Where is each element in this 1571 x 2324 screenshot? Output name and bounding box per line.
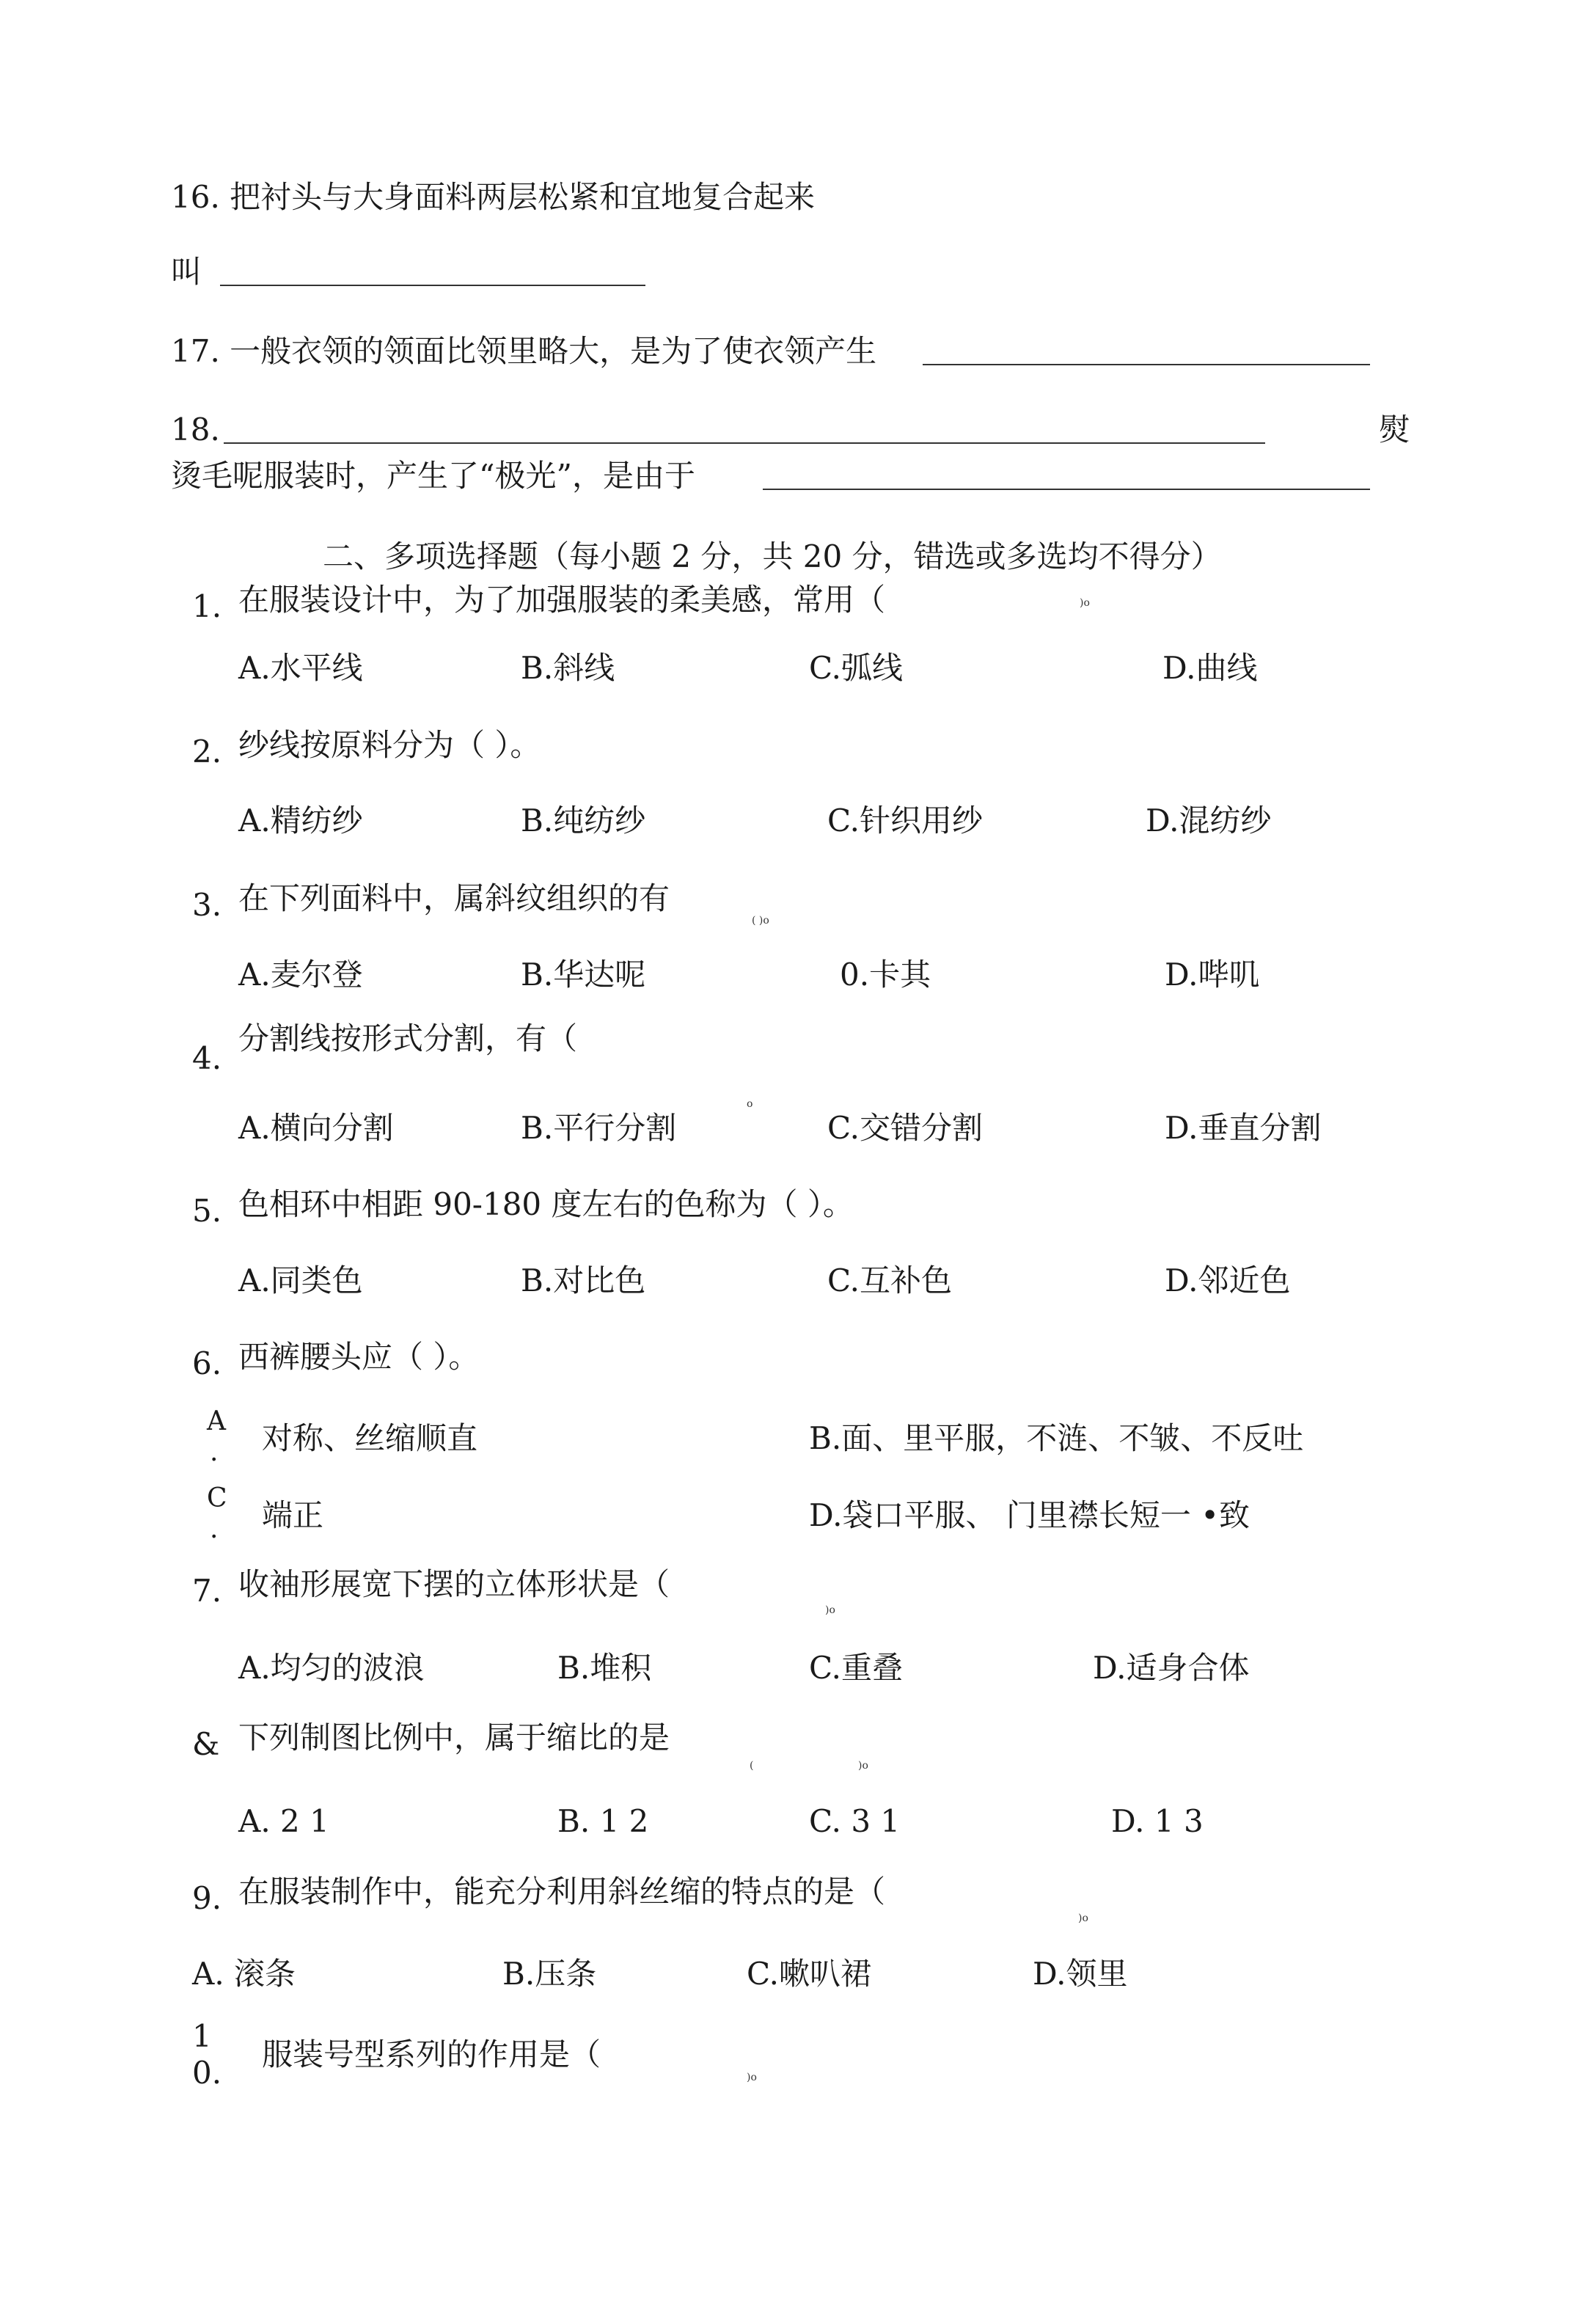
q8-option-c: C. 3 1 [809,1803,901,1839]
q3-option-a: A.麦尔登 [238,957,363,993]
q16-line2: 叫 [171,254,202,290]
q9-option-c: C.嗽叭裙 [747,1956,871,1992]
q1-option-b: B.斜线 [521,650,615,686]
q6-option-b: B.面、里平服，不涟、不皱、不反吐 [809,1420,1304,1456]
q18-number: 18. [171,412,220,447]
q6-letter-c-dot: . [210,1514,219,1544]
q18-tail: 熨 [1379,412,1410,447]
q8-option-b: B. 1 2 [557,1803,649,1839]
q6-text: 西裤腰头应（ ）。 [238,1339,480,1375]
q6-letter-c: C [207,1483,227,1513]
q7-option-d: D.适身合体 [1093,1650,1250,1686]
q7-option-a: A.均匀的波浪 [238,1650,425,1686]
q1-mark: )o [1080,597,1090,609]
q4-option-c: C.交错分割 [827,1110,983,1146]
q9-option-d: D.领里 [1033,1956,1128,1992]
q8-option-a: A. 2 1 [238,1803,329,1839]
q10-number-line1: 1 [192,2018,212,2054]
q5-number: 5. [192,1193,222,1229]
q4-mark: o [747,1098,753,1110]
q3-option-d: D.哔叽 [1165,957,1260,993]
q8-mark: )o [858,1760,868,1772]
q2-number: 2. [192,734,222,770]
q1-text: 在服装设计中，为了加强服装的柔美感，常用（ [238,582,886,618]
q8-mark-open: ( [750,1760,754,1772]
q4-number: 4. [192,1040,222,1076]
q8-number: & [192,1726,220,1762]
q5-option-c: C.互补色 [827,1263,952,1298]
q5-text: 色相环中相距 90-180 度左右的色称为（ ）。 [238,1186,854,1222]
q17-blank [923,364,1370,365]
q9-option-b: B.压条 [502,1956,597,1992]
q10-text: 服装号型系列的作用是（ [262,2036,601,2072]
q4-text: 分割线按形式分割，有（ [238,1020,578,1056]
q1-number: 1. [192,588,222,624]
section-title: 二、多项选择题（每小题 2 分，共 20 分，错选或多选均不得分） [323,538,1222,574]
q5-option-a: A.同类色 [238,1263,363,1298]
q6-letter-a: A [207,1406,226,1436]
q7-option-c: C.重叠 [809,1650,903,1686]
q5-option-d: D.邻近色 [1165,1263,1291,1298]
q6-option-c: 端正 [262,1497,324,1533]
q9-text: 在服装制作中，能充分利用斜丝缩的特点的是（ [238,1874,886,1910]
q2-option-b: B.纯纺纱 [521,803,646,838]
q4-option-d: D.垂直分割 [1165,1110,1322,1146]
q16-line1: 16. 把衬头与大身面料两层松紧和宜地复合起来 [171,179,816,215]
q6-letter-a-dot: . [210,1437,219,1467]
q8-option-d: D. 1 3 [1111,1803,1204,1839]
q1-option-c: C.弧线 [809,650,903,686]
q7-mark: )o [825,1604,835,1616]
q3-option-c: 0.卡其 [840,957,931,993]
q9-option-a: A. 滚条 [192,1956,296,1992]
q17-text: 17. 一般衣领的领面比领里略大，是为了使衣领产生 [171,333,877,369]
q16-blank [220,285,645,286]
q2-option-c: C.针织用纱 [827,803,983,838]
q2-option-d: D.混纺纱 [1146,803,1272,838]
q7-number: 7. [192,1573,222,1609]
q10-mark: )o [747,2072,757,2083]
q3-text: 在下列面料中，属斜纹组织的有 [238,880,670,916]
q6-option-a: 对称、丝缩顺直 [262,1420,478,1456]
q3-number: 3. [192,887,222,923]
q10-number-line2: 0. [192,2055,222,2091]
q7-text: 收袖形展宽下摆的立体形状是（ [238,1566,670,1602]
q2-option-a: A.精纺纱 [238,803,363,838]
q2-text: 纱线按原料分为（ ）。 [238,727,541,763]
q3-mark: ( )o [752,915,769,927]
q7-option-b: B.堆积 [557,1650,652,1686]
q9-number: 9. [192,1880,222,1916]
q18-blank-2 [763,489,1370,490]
q6-option-d: D.袋口平服、 门里襟长短一 •致 [809,1497,1250,1533]
q9-mark: )o [1078,1912,1088,1924]
q4-option-a: A.横向分割 [238,1110,394,1146]
q5-option-b: B.对比色 [521,1263,646,1298]
q18-line2: 烫毛呢服装时，产生了“极光”，是由于 [171,458,695,494]
q4-option-b: B.平行分割 [521,1110,677,1146]
q1-option-a: A.水平线 [238,650,363,686]
q18-blank-1 [224,442,1265,444]
q8-text: 下列制图比例中，属于缩比的是 [238,1720,670,1755]
q1-option-d: D.曲线 [1162,650,1258,686]
q3-option-b: B.华达呢 [521,957,646,993]
q6-number: 6. [192,1345,222,1381]
